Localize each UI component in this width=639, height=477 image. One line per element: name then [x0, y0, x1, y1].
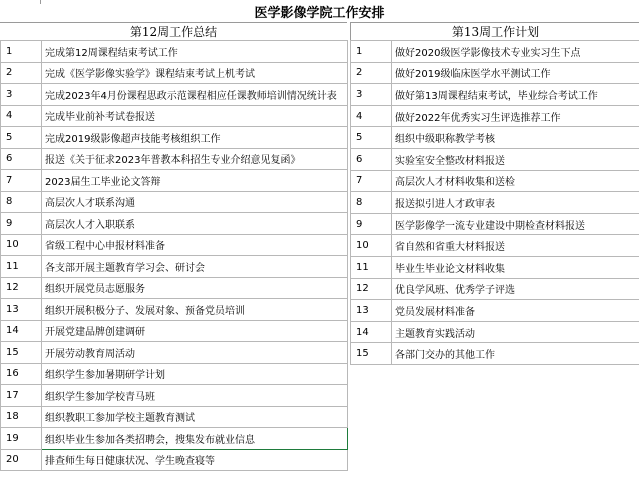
- row-number-cell[interactable]: 12: [1, 277, 42, 299]
- table-row: [351, 105, 639, 127]
- task-cell[interactable]: 开展劳动教育周活动: [42, 342, 348, 364]
- row-number-cell[interactable]: 6: [351, 148, 392, 170]
- row-number-cell[interactable]: 8: [1, 191, 42, 213]
- table-row: [1, 170, 348, 192]
- task-cell[interactable]: 毕业生毕业论文材料收集: [392, 256, 639, 278]
- table-row: [351, 148, 639, 170]
- task-cell[interactable]: 医学影像学一流专业建设中期检查材料报送: [392, 213, 639, 235]
- row-number-cell[interactable]: 15: [351, 343, 392, 365]
- task-cell[interactable]: 组织中级职称教学考核: [392, 127, 639, 149]
- table-row: [351, 41, 639, 63]
- task-cell[interactable]: 完成2019级影像超声技能考核组织工作: [42, 127, 348, 149]
- table-row: [1, 320, 348, 342]
- sheet-title[interactable]: [0, 0, 639, 23]
- task-cell[interactable]: 高层次人才入职联系: [42, 213, 348, 235]
- task-cell[interactable]: 报送拟引进人才政审表: [392, 192, 639, 214]
- table-row: [351, 321, 639, 343]
- row-number-cell[interactable]: 5: [1, 127, 42, 149]
- table-row: [1, 84, 348, 106]
- table-row: [351, 84, 639, 106]
- table-row: [351, 62, 639, 84]
- row-number-cell[interactable]: 11: [1, 256, 42, 278]
- task-cell[interactable]: 省级工程中心申报材料准备: [42, 234, 348, 256]
- table-row: [1, 406, 348, 428]
- table-row: [351, 278, 639, 300]
- row-number-cell[interactable]: 12: [351, 278, 392, 300]
- table-row: [1, 127, 348, 149]
- task-cell[interactable]: 组织开展党员志愿服务: [42, 277, 348, 299]
- task-cell[interactable]: 排查师生每日健康状况、学生晚查寝等: [42, 449, 348, 471]
- table-row: [1, 213, 348, 235]
- row-number-cell[interactable]: 5: [351, 127, 392, 149]
- row-number-cell[interactable]: 10: [1, 234, 42, 256]
- task-cell[interactable]: 组织教职工参加学校主题教育测试: [42, 406, 348, 428]
- row-number-cell[interactable]: 3: [1, 84, 42, 106]
- task-cell[interactable]: 完成《医学影像实验学》课程结束考试上机考试: [42, 62, 348, 84]
- table-row: [1, 41, 348, 63]
- table-row: [351, 127, 639, 149]
- table-row: [1, 299, 348, 321]
- row-number-cell[interactable]: 13: [351, 300, 392, 322]
- task-cell[interactable]: 各部门交办的其他工作: [392, 343, 639, 365]
- table-row: [1, 256, 348, 278]
- row-number-cell[interactable]: 17: [1, 385, 42, 407]
- left-column-header[interactable]: [0, 22, 348, 41]
- row-number-cell[interactable]: 10: [351, 235, 392, 257]
- row-number-cell[interactable]: 7: [1, 170, 42, 192]
- task-cell[interactable]: 做好2022年优秀实习生评选推荐工作: [392, 105, 639, 127]
- table-row: [351, 235, 639, 257]
- task-cell[interactable]: 高层次人才联系沟通: [42, 191, 348, 213]
- week13-plan-table: [350, 40, 639, 365]
- row-number-cell[interactable]: 14: [1, 320, 42, 342]
- selected-task-cell[interactable]: 组织毕业生参加各类招聘会，搜集发布就业信息: [42, 428, 348, 450]
- task-cell[interactable]: 实验室安全整改材料报送: [392, 148, 639, 170]
- task-cell[interactable]: 完成毕业前补考试卷报送: [42, 105, 348, 127]
- task-cell[interactable]: 组织学生参加暑期研学计划: [42, 363, 348, 385]
- table-row: [351, 300, 639, 322]
- row-number-cell[interactable]: 11: [351, 256, 392, 278]
- task-cell[interactable]: 优良学风班、优秀学子评选: [392, 278, 639, 300]
- task-cell[interactable]: 各支部开展主题教育学习会、研讨会: [42, 256, 348, 278]
- row-number-cell[interactable]: 2: [1, 62, 42, 84]
- task-cell[interactable]: 组织学生参加学校青马班: [42, 385, 348, 407]
- week12-summary-table: [0, 40, 348, 471]
- row-number-cell[interactable]: 16: [1, 363, 42, 385]
- task-cell[interactable]: 完成第12周课程结束考试工作: [42, 41, 348, 63]
- row-number-cell[interactable]: 13: [1, 299, 42, 321]
- row-number-cell[interactable]: 3: [351, 84, 392, 106]
- table-row: [351, 192, 639, 214]
- task-cell[interactable]: 做好第13周课程结束考试，毕业综合考试工作: [392, 84, 639, 106]
- task-cell[interactable]: 做好2019级临床医学水平测试工作: [392, 62, 639, 84]
- row-number-cell[interactable]: 1: [1, 41, 42, 63]
- table-row: [1, 342, 348, 364]
- row-number-cell[interactable]: 19: [1, 428, 42, 450]
- row-number-cell[interactable]: 8: [351, 192, 392, 214]
- table-row: [1, 191, 348, 213]
- table-row: [351, 213, 639, 235]
- left-header-text: 第12周工作总结: [129, 24, 218, 39]
- task-cell[interactable]: 组织开展积极分子、发展对象、预备党员培训: [42, 299, 348, 321]
- task-cell[interactable]: 2023届生工毕业论文答辩: [42, 170, 348, 192]
- table-row: [1, 428, 348, 450]
- row-number-cell[interactable]: 14: [351, 321, 392, 343]
- table-row: [351, 343, 639, 365]
- table-row: [351, 170, 639, 192]
- table-row: [351, 256, 639, 278]
- task-cell[interactable]: 省自然和省重大材料报送: [392, 235, 639, 257]
- right-column-header[interactable]: [350, 22, 639, 41]
- gridline-tick: [40, 0, 41, 4]
- task-cell[interactable]: 主题教育实践活动: [392, 321, 639, 343]
- task-cell[interactable]: 报送《关于征求2023年普教本科招生专业介绍意见复函》: [42, 148, 348, 170]
- row-number-cell[interactable]: 7: [351, 170, 392, 192]
- row-number-cell[interactable]: 6: [1, 148, 42, 170]
- task-cell[interactable]: 党员发展材料准备: [392, 300, 639, 322]
- row-number-cell[interactable]: 1: [351, 41, 392, 63]
- table-row: [1, 148, 348, 170]
- row-number-cell[interactable]: 2: [351, 62, 392, 84]
- table-row: [1, 105, 348, 127]
- row-number-cell[interactable]: 15: [1, 342, 42, 364]
- task-cell[interactable]: 高层次人才材料收集和送检: [392, 170, 639, 192]
- task-cell[interactable]: 开展党建品牌创建调研: [42, 320, 348, 342]
- row-number-cell[interactable]: 4: [351, 105, 392, 127]
- table-row: [1, 449, 348, 471]
- row-number-cell[interactable]: 9: [1, 213, 42, 235]
- task-cell[interactable]: 做好2020级医学影像技术专业实习生下点: [392, 41, 639, 63]
- row-number-cell[interactable]: 18: [1, 406, 42, 428]
- row-number-cell[interactable]: 4: [1, 105, 42, 127]
- table-row: [1, 385, 348, 407]
- right-header-text: 第13周工作计划: [451, 24, 540, 39]
- table-row: [1, 363, 348, 385]
- table-row: [1, 277, 348, 299]
- row-number-cell[interactable]: 20: [1, 449, 42, 471]
- row-number-cell[interactable]: 9: [351, 213, 392, 235]
- sheet-title-text: 医学影像学院工作安排: [254, 5, 385, 21]
- table-row: [1, 234, 348, 256]
- table-row: [1, 62, 348, 84]
- task-cell[interactable]: 完成2023年4月份课程思政示范课程相应任课教师培训情况统计表: [42, 84, 348, 106]
